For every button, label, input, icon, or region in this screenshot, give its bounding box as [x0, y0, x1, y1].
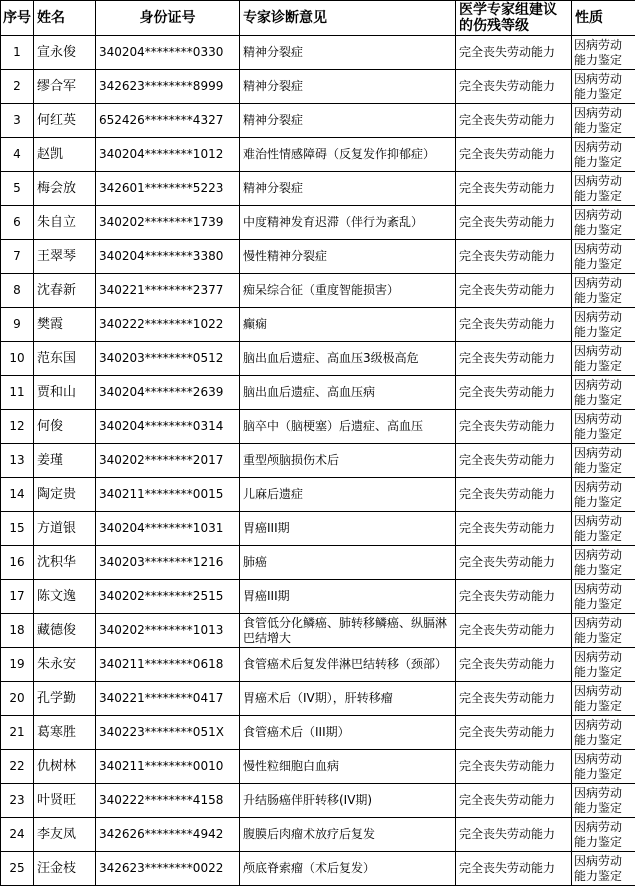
cell-nature: 因病劳动能力鉴定	[572, 580, 635, 614]
cell-name: 葛寒胜	[34, 716, 96, 750]
header-diagnosis: 专家诊断意见	[240, 1, 456, 36]
cell-diagnosis: 胃癌III期	[240, 580, 456, 614]
header-name: 姓名	[34, 1, 96, 36]
header-no: 序号	[1, 1, 34, 36]
cell-name: 朱永安	[34, 648, 96, 682]
cell-nature: 因病劳动能力鉴定	[572, 376, 635, 410]
cell-no: 22	[1, 750, 34, 784]
cell-level: 完全丧失劳动能力	[456, 342, 572, 376]
table-row	[1, 376, 635, 410]
cell-name: 汪金枝	[34, 852, 96, 886]
cell-nature: 因病劳动能力鉴定	[572, 274, 635, 308]
cell-level: 完全丧失劳动能力	[456, 240, 572, 274]
cell-nature: 因病劳动能力鉴定	[572, 546, 635, 580]
table-row	[1, 682, 635, 716]
cell-no: 12	[1, 410, 34, 444]
cell-no: 1	[1, 36, 34, 70]
cell-id: 340203********0512	[96, 342, 240, 376]
cell-diagnosis: 中度精神发育迟滞（伴行为紊乱）	[240, 206, 456, 240]
cell-name: 姜瑾	[34, 444, 96, 478]
cell-name: 陈文逸	[34, 580, 96, 614]
cell-level: 完全丧失劳动能力	[456, 308, 572, 342]
cell-name: 宣永俊	[34, 36, 96, 70]
cell-id: 342601********5223	[96, 172, 240, 206]
cell-no: 24	[1, 818, 34, 852]
cell-level: 完全丧失劳动能力	[456, 104, 572, 138]
header-id: 身份证号	[96, 1, 240, 36]
cell-level: 完全丧失劳动能力	[456, 206, 572, 240]
cell-name: 范东国	[34, 342, 96, 376]
cell-nature: 因病劳动能力鉴定	[572, 512, 635, 546]
cell-level: 完全丧失劳动能力	[456, 70, 572, 104]
cell-diagnosis: 腹膜后肉瘤术放疗后复发	[240, 818, 456, 852]
header-nature: 性质	[572, 1, 635, 36]
cell-nature: 因病劳动能力鉴定	[572, 240, 635, 274]
cell-no: 19	[1, 648, 34, 682]
cell-no: 8	[1, 274, 34, 308]
cell-nature: 因病劳动能力鉴定	[572, 308, 635, 342]
cell-name: 樊霞	[34, 308, 96, 342]
cell-diagnosis: 升结肠癌伴肝转移(IV期)	[240, 784, 456, 818]
table-row	[1, 580, 635, 614]
cell-name: 何俊	[34, 410, 96, 444]
cell-name: 沈积华	[34, 546, 96, 580]
cell-nature: 因病劳动能力鉴定	[572, 138, 635, 172]
cell-diagnosis: 精神分裂症	[240, 70, 456, 104]
cell-level: 完全丧失劳动能力	[456, 36, 572, 70]
table-row	[1, 478, 635, 512]
cell-id: 340223********051X	[96, 716, 240, 750]
cell-id: 340204********1012	[96, 138, 240, 172]
cell-nature: 因病劳动能力鉴定	[572, 410, 635, 444]
cell-id: 340202********2017	[96, 444, 240, 478]
cell-no: 10	[1, 342, 34, 376]
cell-level: 完全丧失劳动能力	[456, 274, 572, 308]
cell-diagnosis: 癫痫	[240, 308, 456, 342]
cell-level: 完全丧失劳动能力	[456, 138, 572, 172]
cell-nature: 因病劳动能力鉴定	[572, 852, 635, 886]
cell-nature: 因病劳动能力鉴定	[572, 444, 635, 478]
cell-level: 完全丧失劳动能力	[456, 682, 572, 716]
cell-no: 2	[1, 70, 34, 104]
cell-level: 完全丧失劳动能力	[456, 546, 572, 580]
cell-nature: 因病劳动能力鉴定	[572, 682, 635, 716]
table-body	[1, 36, 635, 886]
cell-name: 何红英	[34, 104, 96, 138]
cell-diagnosis: 脑卒中（脑梗塞）后遗症、高血压	[240, 410, 456, 444]
cell-diagnosis: 精神分裂症	[240, 104, 456, 138]
cell-id: 340203********1216	[96, 546, 240, 580]
table-row	[1, 784, 635, 818]
table-row	[1, 274, 635, 308]
cell-nature: 因病劳动能力鉴定	[572, 70, 635, 104]
table-row	[1, 818, 635, 852]
cell-id: 342623********8999	[96, 70, 240, 104]
cell-nature: 因病劳动能力鉴定	[572, 342, 635, 376]
cell-id: 340204********0314	[96, 410, 240, 444]
cell-name: 王翠琴	[34, 240, 96, 274]
cell-level: 完全丧失劳动能力	[456, 648, 572, 682]
table-row	[1, 70, 635, 104]
table-row	[1, 512, 635, 546]
cell-level: 完全丧失劳动能力	[456, 784, 572, 818]
cell-name: 叶贤旺	[34, 784, 96, 818]
cell-id: 340202********1013	[96, 614, 240, 648]
table-row	[1, 444, 635, 478]
cell-no: 25	[1, 852, 34, 886]
cell-id: 340204********0330	[96, 36, 240, 70]
cell-id: 342623********0022	[96, 852, 240, 886]
cell-no: 18	[1, 614, 34, 648]
cell-no: 11	[1, 376, 34, 410]
cell-no: 6	[1, 206, 34, 240]
cell-diagnosis: 肺癌	[240, 546, 456, 580]
header-level: 医学专家组建议的伤残等级	[456, 1, 572, 36]
cell-id: 340211********0618	[96, 648, 240, 682]
cell-no: 9	[1, 308, 34, 342]
cell-level: 完全丧失劳动能力	[456, 410, 572, 444]
table-row	[1, 546, 635, 580]
cell-name: 方道银	[34, 512, 96, 546]
cell-no: 4	[1, 138, 34, 172]
cell-diagnosis: 慢性粒细胞白血病	[240, 750, 456, 784]
cell-level: 完全丧失劳动能力	[456, 172, 572, 206]
table-row	[1, 36, 635, 70]
cell-nature: 因病劳动能力鉴定	[572, 648, 635, 682]
cell-nature: 因病劳动能力鉴定	[572, 614, 635, 648]
cell-nature: 因病劳动能力鉴定	[572, 36, 635, 70]
header-row	[1, 1, 635, 36]
table-row	[1, 750, 635, 784]
cell-no: 17	[1, 580, 34, 614]
table-row	[1, 614, 635, 648]
cell-id: 340204********3380	[96, 240, 240, 274]
cell-no: 23	[1, 784, 34, 818]
table-row	[1, 410, 635, 444]
cell-nature: 因病劳动能力鉴定	[572, 206, 635, 240]
cell-diagnosis: 颅底脊索瘤（术后复发）	[240, 852, 456, 886]
cell-nature: 因病劳动能力鉴定	[572, 478, 635, 512]
cell-id: 340202********2515	[96, 580, 240, 614]
cell-id: 340222********1022	[96, 308, 240, 342]
cell-diagnosis: 痴呆综合征（重度智能损害）	[240, 274, 456, 308]
table-row	[1, 104, 635, 138]
cell-level: 完全丧失劳动能力	[456, 750, 572, 784]
cell-id: 340222********4158	[96, 784, 240, 818]
cell-id: 342626********4942	[96, 818, 240, 852]
cell-level: 完全丧失劳动能力	[456, 614, 572, 648]
cell-level: 完全丧失劳动能力	[456, 852, 572, 886]
cell-diagnosis: 脑出血后遗症、高血压3级极高危	[240, 342, 456, 376]
cell-name: 沈春新	[34, 274, 96, 308]
cell-level: 完全丧失劳动能力	[456, 444, 572, 478]
cell-no: 20	[1, 682, 34, 716]
cell-id: 340221********0417	[96, 682, 240, 716]
cell-diagnosis: 食管癌术后（III期）	[240, 716, 456, 750]
table-row	[1, 716, 635, 750]
cell-diagnosis: 精神分裂症	[240, 172, 456, 206]
cell-diagnosis: 儿麻后遗症	[240, 478, 456, 512]
table-row	[1, 206, 635, 240]
cell-id: 340211********0015	[96, 478, 240, 512]
cell-id: 340211********0010	[96, 750, 240, 784]
cell-name: 仇树林	[34, 750, 96, 784]
cell-level: 完全丧失劳动能力	[456, 478, 572, 512]
cell-no: 7	[1, 240, 34, 274]
cell-name: 陶定贵	[34, 478, 96, 512]
cell-nature: 因病劳动能力鉴定	[572, 784, 635, 818]
cell-no: 15	[1, 512, 34, 546]
cell-id: 340204********2639	[96, 376, 240, 410]
cell-level: 完全丧失劳动能力	[456, 716, 572, 750]
cell-diagnosis: 食管低分化鳞癌、肺转移鳞癌、纵膈淋巴结增大	[240, 614, 456, 648]
cell-no: 13	[1, 444, 34, 478]
cell-name: 孔学勤	[34, 682, 96, 716]
cell-nature: 因病劳动能力鉴定	[572, 750, 635, 784]
cell-level: 完全丧失劳动能力	[456, 376, 572, 410]
cell-name: 梅会放	[34, 172, 96, 206]
cell-no: 14	[1, 478, 34, 512]
cell-no: 21	[1, 716, 34, 750]
cell-nature: 因病劳动能力鉴定	[572, 172, 635, 206]
cell-nature: 因病劳动能力鉴定	[572, 104, 635, 138]
cell-name: 赵凯	[34, 138, 96, 172]
cell-diagnosis: 胃癌III期	[240, 512, 456, 546]
cell-id: 340221********2377	[96, 274, 240, 308]
cell-id: 340202********1739	[96, 206, 240, 240]
table-row	[1, 852, 635, 886]
cell-nature: 因病劳动能力鉴定	[572, 818, 635, 852]
cell-name: 朱自立	[34, 206, 96, 240]
cell-name: 缪合军	[34, 70, 96, 104]
cell-diagnosis: 食管癌术后复发伴淋巴结转移（颈部）	[240, 648, 456, 682]
table-row	[1, 648, 635, 682]
cell-no: 16	[1, 546, 34, 580]
table-row	[1, 240, 635, 274]
cell-diagnosis: 重型颅脑损伤术后	[240, 444, 456, 478]
cell-diagnosis: 胃癌术后（IV期），肝转移瘤	[240, 682, 456, 716]
cell-level: 完全丧失劳动能力	[456, 818, 572, 852]
cell-nature: 因病劳动能力鉴定	[572, 716, 635, 750]
cell-diagnosis: 慢性精神分裂症	[240, 240, 456, 274]
cell-level: 完全丧失劳动能力	[456, 512, 572, 546]
cell-id: 340204********1031	[96, 512, 240, 546]
cell-diagnosis: 难治性情感障碍（反复发作抑郁症）	[240, 138, 456, 172]
cell-name: 贾和山	[34, 376, 96, 410]
cell-name: 李友凤	[34, 818, 96, 852]
cell-name: 藏德俊	[34, 614, 96, 648]
table-row	[1, 172, 635, 206]
cell-level: 完全丧失劳动能力	[456, 580, 572, 614]
table-row	[1, 138, 635, 172]
cell-diagnosis: 脑出血后遗症、高血压病	[240, 376, 456, 410]
table-row	[1, 342, 635, 376]
cell-diagnosis: 精神分裂症	[240, 36, 456, 70]
table-row	[1, 308, 635, 342]
cell-no: 3	[1, 104, 34, 138]
cell-no: 5	[1, 172, 34, 206]
cell-id: 652426********4327	[96, 104, 240, 138]
